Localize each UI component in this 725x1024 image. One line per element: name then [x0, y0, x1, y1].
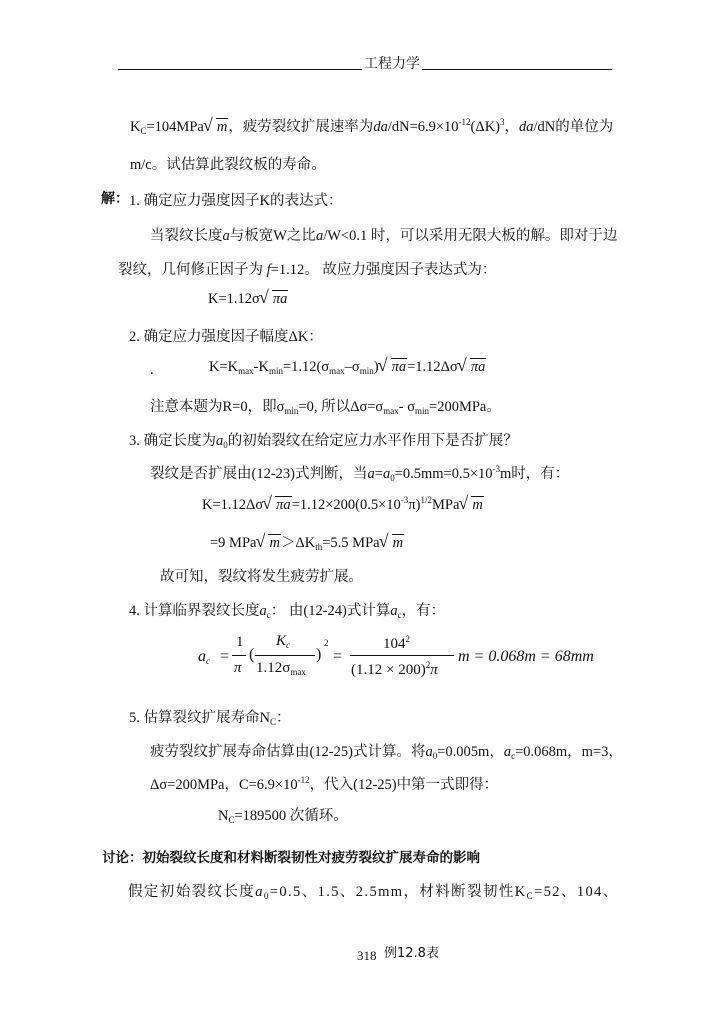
step-2-dot: . [150, 362, 154, 378]
step-4-heading: 4. 计算临界裂纹长度$a_c$： 由(12-24)式计算$a_c$，有： [129, 603, 446, 620]
footer-note: 例12.8表 [384, 946, 439, 961]
solution-label: 解： [101, 191, 129, 207]
step-1-para-line-2: 裂纹，几何修正因子为 f=1.12。 故应力强度因子表达式为： [118, 262, 497, 278]
step-2-note: 注意本题为R=0，即$\sigma_{min}=0$, 所以$\Delta\sigma=\sigma_{max}-$ $\sigma_{min}=200MPa$。 [150, 399, 501, 416]
page-header-title: 工程力学 [364, 56, 420, 72]
header-rule-right [422, 69, 612, 70]
step-3-formula-1: K=1.12Δσ√ $\pi a=1.12\times 200(0.5\times 10^{-3}\pi)^{1/2}MPa√$ m [202, 495, 484, 514]
step-1-formula: K=1.12σ√ πa [208, 291, 288, 308]
step-3-heading: 3. 确定长度为$a_0$的初始裂纹在给定应力水平作用下是否扩展？ [129, 433, 518, 450]
problem-line-1: $K_C=104MPa√$ m，疲劳裂纹扩展速率为$da/dN=6.9\times 10^{-12}(\Delta K)^3$，da/dN的单位为 [130, 115, 613, 136]
step-3-para: 裂纹是否扩展由(12-23)式判断，当$a=a_0=0.5mm=0.5\times 10^{-3}m$时，有： [150, 464, 570, 483]
step-5-para-line-2: Δσ=200MPa，$C=6.9\times 10^{-12}$，代入(12-25)中第一式即得： [150, 775, 499, 793]
discussion-para: 假定初始裂纹长度$a_0=0.5$、1.5、2.5mm，材料断裂韧性$K_C=52$、104、 [128, 884, 619, 901]
step-2-heading: 2. 确定应力强度因子幅度ΔK： [129, 329, 323, 345]
step-3-conclusion: 故可知，裂纹将发生疲劳扩展。 [160, 569, 363, 585]
step-1-heading: 1. 确定应力强度因子K的表达式： [129, 193, 343, 209]
discussion-title: 讨论：初始裂纹长度和材料断裂韧性对疲劳裂纹扩展寿命的影响 [102, 850, 480, 866]
step-5-heading: 5. 估算裂纹扩展寿命$N_C$： [129, 710, 291, 727]
problem-line-2: m/c。试估算此裂纹板的寿命。 [130, 157, 326, 173]
step-1-para-line-1: 当裂纹长度a与板宽W之比a/W<0.1 时，可以采用无限大板的解。即对于边 [150, 228, 618, 244]
step-5-result: $N_C=189500$ 次循环。 [218, 808, 348, 825]
step-5-para-line-1: 疲劳裂纹扩展寿命估算由(12-25)式计算。将$a_0=0.005m$，$a_c=0.068m$，m=3， [150, 744, 623, 761]
step-2-formula: $K=K_{max}-K_{min}=1.12(\sigma_{max}-\sigma_{min})√$ πa=1.12Δσ√ πa [209, 359, 486, 376]
header-rule-left [118, 69, 362, 70]
page-number: 318 [357, 948, 377, 963]
step-3-formula-2: =9 MPa√ $m>\Delta K_{th}=5.5$ MPa√ m [210, 531, 404, 552]
